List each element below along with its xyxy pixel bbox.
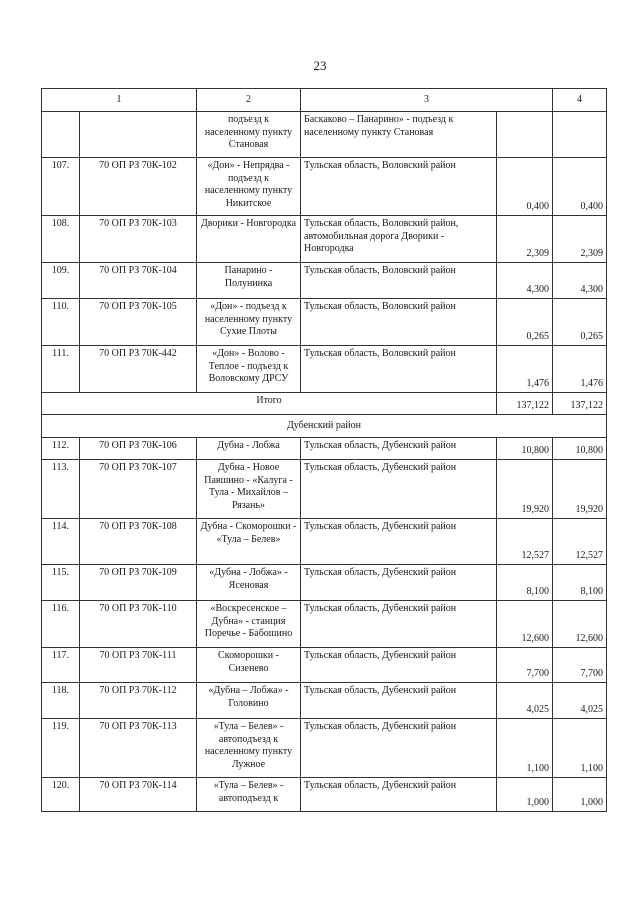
column-header-4: 4 xyxy=(553,89,607,112)
roads-table xyxy=(41,88,607,812)
row-number: 120. xyxy=(42,778,80,812)
road-id-code: 70 ОП РЗ 70К-107 xyxy=(80,460,197,519)
road-name: «Тула – Белев» - автоподъезд к xyxy=(197,778,301,812)
road-length-total: 10,800 xyxy=(553,438,607,460)
road-length xyxy=(497,112,553,158)
section-row xyxy=(42,415,607,438)
road-id-code: 70 ОП РЗ 70К-111 xyxy=(80,648,197,683)
row-number: 117. xyxy=(42,648,80,683)
road-location: Баскаково – Панарино» - подъезд к населенному пункту Становая xyxy=(301,112,497,158)
road-name: «Воскресенское – Дубна» - станция Поречье - Бабошино xyxy=(197,601,301,648)
road-id-code: 70 ОП РЗ 70К-110 xyxy=(80,601,197,648)
road-name: Панарино - Полунинка xyxy=(197,263,301,299)
row-number xyxy=(42,112,80,158)
road-name: «Дон» - подъезд к населенному пункту Сухие Плоты xyxy=(197,299,301,346)
table-row xyxy=(42,565,607,601)
table-row xyxy=(42,158,607,216)
road-id-code: 70 ОП РЗ 70К-112 xyxy=(80,683,197,719)
road-location: Тульская область, Дубенский район xyxy=(301,601,497,648)
road-name: «Дубна – Лобжа» - Головино xyxy=(197,683,301,719)
road-location: Тульская область, Воловский район xyxy=(301,346,497,393)
road-length-total: 1,100 xyxy=(553,719,607,778)
road-id-code: 70 ОП РЗ 70К-105 xyxy=(80,299,197,346)
road-length: 0,400 xyxy=(497,158,553,216)
road-location: Тульская область, Воловский район xyxy=(301,299,497,346)
road-length-total: 19,920 xyxy=(553,460,607,519)
road-length-total xyxy=(553,112,607,158)
road-length: 1,100 xyxy=(497,719,553,778)
total-row xyxy=(42,393,607,415)
road-length: 10,800 xyxy=(497,438,553,460)
road-location: Тульская область, Дубенский район xyxy=(301,719,497,778)
table-row xyxy=(42,460,607,519)
road-name: «Дон» - Непрядва - подъезд к населенному пункту Никитское xyxy=(197,158,301,216)
row-number: 116. xyxy=(42,601,80,648)
road-id-code: 70 ОП РЗ 70К-108 xyxy=(80,519,197,565)
road-location: Тульская область, Дубенский район xyxy=(301,683,497,719)
total-length: 137,122 xyxy=(497,393,553,415)
column-header-1: 1 xyxy=(42,89,197,112)
table-row xyxy=(42,683,607,719)
table-row xyxy=(42,216,607,263)
road-length: 0,265 xyxy=(497,299,553,346)
row-number: 107. xyxy=(42,158,80,216)
table-row xyxy=(42,648,607,683)
road-length: 2,309 xyxy=(497,216,553,263)
road-id-code: 70 ОП РЗ 70К-104 xyxy=(80,263,197,299)
column-header-2: 2 xyxy=(197,89,301,112)
road-length: 1,476 xyxy=(497,346,553,393)
road-length: 4,025 xyxy=(497,683,553,719)
row-number: 114. xyxy=(42,519,80,565)
road-length: 1,000 xyxy=(497,778,553,812)
row-number: 112. xyxy=(42,438,80,460)
table-row xyxy=(42,778,607,812)
row-number: 110. xyxy=(42,299,80,346)
table-row xyxy=(42,519,607,565)
row-number: 111. xyxy=(42,346,80,393)
road-length-total: 7,700 xyxy=(553,648,607,683)
row-number: 118. xyxy=(42,683,80,719)
road-length-total: 12,600 xyxy=(553,601,607,648)
road-name: «Дубна - Лобжа» - Ясеновая xyxy=(197,565,301,601)
road-length: 7,700 xyxy=(497,648,553,683)
table-row xyxy=(42,112,607,158)
road-length-total: 0,400 xyxy=(553,158,607,216)
table-row xyxy=(42,719,607,778)
road-location: Тульская область, Дубенский район xyxy=(301,778,497,812)
road-name: Скоморошки - Сизенево xyxy=(197,648,301,683)
total-length-2: 137,122 xyxy=(553,393,607,415)
road-name: «Тула – Белев» - автоподъезд к населенному пункту Лужное xyxy=(197,719,301,778)
column-number-header-row xyxy=(42,89,607,112)
row-number: 119. xyxy=(42,719,80,778)
road-id-code: 70 ОП РЗ 70К-103 xyxy=(80,216,197,263)
road-location: Тульская область, Воловский район xyxy=(301,263,497,299)
total-label: Итого xyxy=(42,393,497,415)
road-id-code: 70 ОП РЗ 70К-113 xyxy=(80,719,197,778)
table-row xyxy=(42,263,607,299)
road-name: Дубна - Новое Павшино - «Калуга - Тула - Михайлов – Рязань» xyxy=(197,460,301,519)
row-number: 115. xyxy=(42,565,80,601)
row-number: 108. xyxy=(42,216,80,263)
road-length-total: 0,265 xyxy=(553,299,607,346)
road-name: подъезд к населенному пункту Становая xyxy=(197,112,301,158)
road-location: Тульская область, Дубенский район xyxy=(301,519,497,565)
page-number: 23 xyxy=(313,58,327,73)
road-location: Тульская область, Воловский район xyxy=(301,158,497,216)
road-length: 12,527 xyxy=(497,519,553,565)
road-location: Тульская область, Дубенский район xyxy=(301,648,497,683)
road-length-total: 1,476 xyxy=(553,346,607,393)
road-name: Дворики - Новгородка xyxy=(197,216,301,263)
column-header-3: 3 xyxy=(301,89,553,112)
road-name: Дубна - Скоморошки - «Тула – Белев» xyxy=(197,519,301,565)
road-length-total: 4,300 xyxy=(553,263,607,299)
table-row xyxy=(42,438,607,460)
road-location: Тульская область, Дубенский район xyxy=(301,460,497,519)
road-length-total: 1,000 xyxy=(553,778,607,812)
road-id-code: 70 ОП РЗ 70К-442 xyxy=(80,346,197,393)
road-location: Тульская область, Дубенский район xyxy=(301,565,497,601)
section-title: Дубенский район xyxy=(42,415,607,438)
road-length: 4,300 xyxy=(497,263,553,299)
road-id-code: 70 ОП РЗ 70К-106 xyxy=(80,438,197,460)
table-row xyxy=(42,601,607,648)
road-length-total: 4,025 xyxy=(553,683,607,719)
table-row xyxy=(42,346,607,393)
road-length: 8,100 xyxy=(497,565,553,601)
road-length-total: 12,527 xyxy=(553,519,607,565)
road-length: 12,600 xyxy=(497,601,553,648)
road-length-total: 8,100 xyxy=(553,565,607,601)
row-number: 109. xyxy=(42,263,80,299)
road-id-code: 70 ОП РЗ 70К-109 xyxy=(80,565,197,601)
road-length: 19,920 xyxy=(497,460,553,519)
road-id-code: 70 ОП РЗ 70К-102 xyxy=(80,158,197,216)
road-name: «Дон» - Волово - Теплое - подъезд к Воловскому ДРСУ xyxy=(197,346,301,393)
road-location: Тульская область, Воловский район, автомобильная дорога Дворики - Новгородка xyxy=(301,216,497,263)
road-id-code: 70 ОП РЗ 70К-114 xyxy=(80,778,197,812)
table-row xyxy=(42,299,607,346)
road-id-code xyxy=(80,112,197,158)
row-number: 113. xyxy=(42,460,80,519)
road-name: Дубна - Лобжа xyxy=(197,438,301,460)
road-length-total: 2,309 xyxy=(553,216,607,263)
road-location: Тульская область, Дубенский район xyxy=(301,438,497,460)
